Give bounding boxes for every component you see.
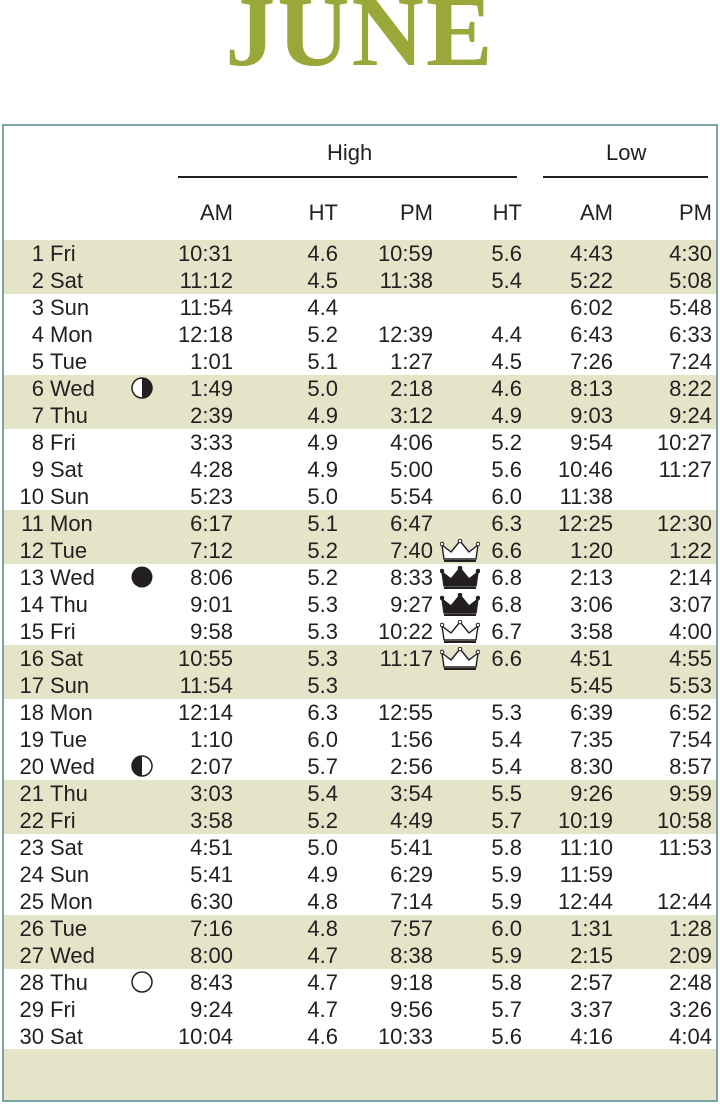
day-of-week: Sun (50, 673, 90, 698)
table-row (0, 699, 720, 726)
high-pm-height: 6.7 (491, 619, 522, 644)
low-am-column-header: AM (580, 200, 613, 225)
day-of-week: Thu (50, 592, 88, 617)
table-row (0, 564, 720, 591)
low-pm-time: 9:24 (669, 403, 712, 428)
day-of-week: Fri (50, 241, 76, 266)
crown-filled-icon (440, 566, 480, 590)
low-pm-time: 3:26 (669, 997, 712, 1022)
low-am-time: 11:10 (559, 835, 613, 860)
high-pm-height: 6.6 (491, 646, 522, 671)
day-number: 17 (19, 673, 44, 698)
day-number: 3 (31, 295, 44, 320)
high-pm-height: 5.7 (491, 808, 522, 833)
day-number: 4 (31, 322, 44, 347)
high-pm-height: 6.6 (491, 538, 522, 563)
high-pm-height: 6.8 (491, 565, 522, 590)
table-row (0, 672, 720, 699)
low-pm-time: 6:52 (669, 700, 712, 725)
table-row (0, 483, 720, 510)
table-row (0, 375, 720, 402)
day-number: 5 (31, 349, 44, 374)
low-am-time: 2:15 (570, 943, 613, 968)
high-am-height: 5.2 (307, 538, 338, 563)
high-am-height: 6.0 (307, 727, 338, 752)
high-am-time: 12:14 (177, 700, 233, 725)
day-of-week: Sun (50, 484, 90, 509)
low-am-time: 4:51 (570, 646, 613, 671)
high-pm-height: 4.6 (491, 376, 522, 401)
table-row (0, 888, 720, 915)
high-pm-height: 6.0 (491, 484, 522, 509)
high-pm-time: 2:18 (390, 376, 433, 401)
high-am-height: 4.4 (307, 295, 338, 320)
high-pm-time: 8:33 (390, 565, 433, 590)
day-of-week: Wed (50, 565, 95, 590)
low-pm-time: 3:07 (669, 592, 712, 617)
high-am-height: 4.8 (307, 889, 338, 914)
low-am-time: 1:31 (570, 916, 613, 941)
low-am-time: 2:57 (570, 970, 613, 995)
table-row (0, 1023, 720, 1050)
day-number: 27 (19, 943, 44, 968)
low-pm-time: 5:53 (669, 673, 712, 698)
table-row (0, 267, 720, 294)
day-of-week: Tue (50, 727, 88, 752)
low-am-time: 3:58 (570, 619, 613, 644)
day-of-week: Sun (50, 862, 90, 887)
high-pm-time: 1:27 (390, 349, 433, 374)
day-of-week: Fri (50, 430, 76, 455)
high-am-height: 4.9 (307, 862, 338, 887)
high-pm-time: 7:40 (390, 538, 433, 563)
high-am-height: 6.3 (307, 700, 338, 725)
day-number: 13 (19, 565, 44, 590)
high-header-rule (178, 176, 517, 178)
high-pm-time: 9:18 (390, 970, 433, 995)
high-am-time: 2:39 (190, 403, 233, 428)
high-am-time: 8:06 (190, 565, 233, 590)
high-pm-height: 5.2 (491, 430, 522, 455)
high-am-time: 9:58 (190, 619, 233, 644)
table-row (0, 861, 720, 888)
high-pm-height: 5.9 (491, 862, 522, 887)
day-number: 1 (31, 241, 44, 266)
day-number: 10 (19, 484, 44, 509)
low-pm-time: 7:24 (669, 349, 712, 374)
high-pm-time: 10:33 (377, 1024, 433, 1049)
day-of-week: Mon (50, 889, 93, 914)
high-pm-height: 4.9 (491, 403, 522, 428)
day-number: 28 (19, 970, 44, 995)
table-row (0, 456, 720, 483)
day-of-week: Mon (50, 700, 93, 725)
low-pm-time: 12:30 (656, 511, 712, 536)
high-pm-height: 5.4 (491, 754, 522, 779)
day-of-week: Sun (50, 295, 90, 320)
low-pm-time: 2:09 (669, 943, 712, 968)
high-am-height: 5.7 (307, 754, 338, 779)
low-am-time: 11:59 (559, 862, 613, 887)
high-am-time: 1:49 (190, 376, 233, 401)
day-number: 22 (19, 808, 44, 833)
high-pm-height: 5.4 (491, 727, 522, 752)
day-number: 15 (19, 619, 44, 644)
day-number: 11 (21, 511, 44, 536)
high-pm-height: 6.8 (491, 592, 522, 617)
high-am-height: 4.7 (307, 943, 338, 968)
low-pm-time: 4:30 (669, 241, 712, 266)
low-pm-column-header: PM (679, 200, 712, 225)
high-am-height: 5.0 (307, 376, 338, 401)
low-am-time: 9:54 (570, 430, 613, 455)
high-am-time: 1:10 (190, 727, 233, 752)
page-title: JUNE (225, 0, 495, 87)
table-row (0, 645, 720, 672)
day-number: 24 (19, 862, 44, 887)
day-of-week: Mon (50, 322, 93, 347)
high-pm-time: 1:56 (390, 727, 433, 752)
high-am-column-header: AM (200, 200, 233, 225)
high-pm-time: 2:56 (390, 754, 433, 779)
table-row (0, 834, 720, 861)
day-number: 7 (31, 403, 44, 428)
low-pm-time: 7:54 (669, 727, 712, 752)
day-number: 23 (19, 835, 44, 860)
day-number: 29 (19, 997, 44, 1022)
table-row (0, 618, 720, 645)
day-of-week: Sat (50, 268, 84, 293)
high-pm-height: 4.5 (491, 349, 522, 374)
high-pm-height: 5.6 (491, 1024, 522, 1049)
low-pm-time: 12:44 (656, 889, 712, 914)
high-am-time: 3:33 (190, 430, 233, 455)
high-am-time: 8:43 (190, 970, 233, 995)
low-am-time: 2:13 (570, 565, 613, 590)
high-am-time: 9:24 (190, 997, 233, 1022)
crown-outline-icon (440, 620, 480, 644)
high-am-height: 5.0 (307, 835, 338, 860)
day-of-week: Tue (50, 538, 88, 563)
high-am-time: 11:54 (179, 673, 233, 698)
low-pm-time: 1:28 (669, 916, 712, 941)
high-am-time: 7:16 (190, 916, 233, 941)
high-pm-height: 5.8 (491, 835, 522, 860)
high-pm-time: 11:17 (379, 646, 433, 671)
low-pm-time: 10:58 (656, 808, 712, 833)
table-row (0, 780, 720, 807)
high-am-time: 11:12 (179, 268, 233, 293)
high-am-time: 6:30 (190, 889, 233, 914)
high-am-height: 5.0 (307, 484, 338, 509)
day-number: 2 (31, 268, 44, 293)
low-am-time: 6:39 (570, 700, 613, 725)
high-pm-time: 5:41 (390, 835, 433, 860)
high-am-height: 4.7 (307, 997, 338, 1022)
high-am-height: 5.4 (307, 781, 338, 806)
low-am-time: 4:16 (570, 1024, 613, 1049)
high-pm-height: 5.6 (491, 457, 522, 482)
high-pm-column-header: PM (400, 200, 433, 225)
low-am-time: 3:06 (570, 592, 613, 617)
low-am-time: 11:38 (559, 484, 613, 509)
table-row (0, 348, 720, 375)
high-am-time: 3:03 (190, 781, 233, 806)
low-pm-time: 10:27 (656, 430, 712, 455)
day-of-week: Fri (50, 619, 76, 644)
low-pm-time: 9:59 (669, 781, 712, 806)
high-am-height: 4.5 (307, 268, 338, 293)
crown-filled-icon (440, 593, 480, 617)
day-number: 9 (31, 457, 44, 482)
crown-outline-icon (440, 647, 480, 671)
day-of-week: Tue (50, 349, 88, 374)
low-pm-time: 11:27 (658, 457, 712, 482)
high-pm-time: 11:38 (379, 268, 433, 293)
footer-band (4, 1049, 716, 1100)
table-row (0, 429, 720, 456)
day-of-week: Sat (50, 1024, 84, 1049)
low-am-time: 8:13 (570, 376, 613, 401)
low-am-time: 1:20 (570, 538, 613, 563)
high-pm-height: 5.9 (491, 943, 522, 968)
low-am-time: 5:22 (570, 268, 613, 293)
high-pm-time: 8:38 (390, 943, 433, 968)
high-pm-time: 10:22 (377, 619, 433, 644)
new-moon-icon (131, 566, 153, 588)
high-am-height: 4.6 (307, 241, 338, 266)
low-pm-time: 4:04 (669, 1024, 712, 1049)
high-am-time: 4:51 (190, 835, 233, 860)
high-pm-time: 9:56 (390, 997, 433, 1022)
day-of-week: Wed (50, 376, 95, 401)
high-am-time: 6:17 (190, 511, 233, 536)
day-number: 20 (19, 754, 44, 779)
day-of-week: Sat (50, 646, 84, 671)
high-pm-height: 5.4 (491, 268, 522, 293)
low-pm-time: 2:14 (669, 565, 712, 590)
high-am-time: 3:58 (190, 808, 233, 833)
day-of-week: Sat (50, 457, 84, 482)
table-row (0, 753, 720, 780)
high-pm-height: 5.3 (491, 700, 522, 725)
day-number: 14 (19, 592, 44, 617)
high-am-time: 8:00 (190, 943, 233, 968)
low-pm-time: 5:08 (669, 268, 712, 293)
day-of-week: Fri (50, 808, 76, 833)
high-am-time: 11:54 (179, 295, 233, 320)
low-pm-time: 6:33 (669, 322, 712, 347)
high-am-height: 4.9 (307, 457, 338, 482)
low-pm-time: 8:57 (669, 754, 712, 779)
high-pm-time: 4:49 (390, 808, 433, 833)
high-pm-height: 5.6 (491, 241, 522, 266)
day-of-week: Thu (50, 970, 88, 995)
high-am-time: 1:01 (190, 349, 233, 374)
high-pm-height: 6.0 (491, 916, 522, 941)
high-pm-time: 7:57 (390, 916, 433, 941)
high-am-time: 10:31 (177, 241, 233, 266)
day-number: 19 (19, 727, 44, 752)
high-am-time: 9:01 (190, 592, 233, 617)
high-am-time: 5:23 (190, 484, 233, 509)
day-of-week: Tue (50, 916, 88, 941)
high-pm-height-column-header: HT (492, 200, 522, 225)
low-pm-time: 2:48 (669, 970, 712, 995)
low-pm-time: 4:55 (669, 646, 712, 671)
low-header-rule (543, 176, 708, 178)
first-quarter-moon-icon (131, 377, 153, 399)
table-row (0, 726, 720, 753)
day-of-week: Mon (50, 511, 93, 536)
high-am-height: 4.8 (307, 916, 338, 941)
table-row (0, 942, 720, 969)
day-of-week: Wed (50, 943, 95, 968)
low-pm-time: 11:53 (658, 835, 712, 860)
high-pm-time: 10:59 (377, 241, 433, 266)
high-am-height-column-header: HT (308, 200, 338, 225)
high-group-header: High (327, 140, 373, 165)
day-number: 21 (19, 781, 44, 806)
high-pm-time: 12:55 (377, 700, 433, 725)
high-am-height: 4.9 (307, 430, 338, 455)
high-am-height: 4.7 (307, 970, 338, 995)
table-row (0, 240, 720, 267)
high-am-height: 5.2 (307, 808, 338, 833)
table-row (0, 996, 720, 1023)
low-am-time: 4:43 (570, 241, 613, 266)
high-pm-time: 6:29 (390, 862, 433, 887)
day-number: 16 (19, 646, 44, 671)
high-pm-time: 3:12 (390, 403, 433, 428)
low-am-time: 9:26 (570, 781, 613, 806)
high-pm-time: 5:00 (390, 457, 433, 482)
high-pm-time: 5:54 (390, 484, 433, 509)
low-am-time: 12:44 (557, 889, 613, 914)
high-pm-time: 12:39 (377, 322, 433, 347)
full-moon-icon (131, 971, 153, 993)
high-pm-height: 5.9 (491, 889, 522, 914)
low-am-time: 6:43 (570, 322, 613, 347)
high-pm-height: 5.7 (491, 997, 522, 1022)
day-of-week: Wed (50, 754, 95, 779)
table-row (0, 807, 720, 834)
low-am-time: 10:19 (557, 808, 613, 833)
high-am-height: 5.2 (307, 322, 338, 347)
high-am-height: 5.3 (307, 592, 338, 617)
table-row (0, 537, 720, 564)
high-pm-time: 9:27 (390, 592, 433, 617)
low-am-time: 9:03 (570, 403, 613, 428)
day-of-week: Sat (50, 835, 84, 860)
high-pm-height: 5.5 (491, 781, 522, 806)
low-pm-time: 8:22 (669, 376, 712, 401)
high-pm-time: 6:47 (390, 511, 433, 536)
day-number: 8 (31, 430, 44, 455)
high-pm-height: 5.8 (491, 970, 522, 995)
high-am-time: 2:07 (190, 754, 233, 779)
high-am-height: 5.1 (307, 349, 338, 374)
low-am-time: 12:25 (557, 511, 613, 536)
table-row (0, 915, 720, 942)
low-pm-time: 5:48 (669, 295, 712, 320)
day-number: 25 (19, 889, 44, 914)
high-am-height: 5.3 (307, 646, 338, 671)
high-am-time: 4:28 (190, 457, 233, 482)
low-am-time: 7:35 (570, 727, 613, 752)
high-am-height: 5.2 (307, 565, 338, 590)
table-row (0, 591, 720, 618)
high-am-time: 7:12 (190, 538, 233, 563)
low-pm-time: 1:22 (669, 538, 712, 563)
low-pm-time: 4:00 (669, 619, 712, 644)
high-am-time: 10:04 (177, 1024, 233, 1049)
day-of-week: Fri (50, 997, 76, 1022)
high-am-time: 5:41 (190, 862, 233, 887)
table-row (0, 969, 720, 996)
day-of-week: Thu (50, 781, 88, 806)
low-am-time: 10:46 (557, 457, 613, 482)
last-quarter-moon-icon (131, 755, 153, 777)
high-pm-time: 3:54 (390, 781, 433, 806)
high-am-height: 5.3 (307, 673, 338, 698)
day-of-week: Thu (50, 403, 88, 428)
table-row (0, 402, 720, 429)
high-pm-time: 7:14 (390, 889, 433, 914)
low-group-header: Low (606, 140, 647, 165)
high-pm-time: 4:06 (390, 430, 433, 455)
high-am-time: 10:55 (177, 646, 233, 671)
low-am-time: 3:37 (570, 997, 613, 1022)
high-am-height: 5.1 (307, 511, 338, 536)
high-am-time: 12:18 (177, 322, 233, 347)
table-row (0, 321, 720, 348)
day-number: 12 (19, 538, 44, 563)
high-am-height: 5.3 (307, 619, 338, 644)
crown-outline-icon (440, 539, 480, 563)
high-pm-height: 4.4 (491, 322, 522, 347)
day-number: 6 (31, 376, 44, 401)
low-am-time: 6:02 (570, 295, 613, 320)
day-number: 18 (19, 700, 44, 725)
low-am-time: 7:26 (570, 349, 613, 374)
high-pm-height: 6.3 (491, 511, 522, 536)
high-am-height: 4.6 (307, 1024, 338, 1049)
high-am-height: 4.9 (307, 403, 338, 428)
table-row (0, 510, 720, 537)
day-number: 26 (19, 916, 44, 941)
day-number: 30 (19, 1024, 44, 1049)
low-am-time: 8:30 (570, 754, 613, 779)
table-row (0, 294, 720, 321)
low-am-time: 5:45 (570, 673, 613, 698)
